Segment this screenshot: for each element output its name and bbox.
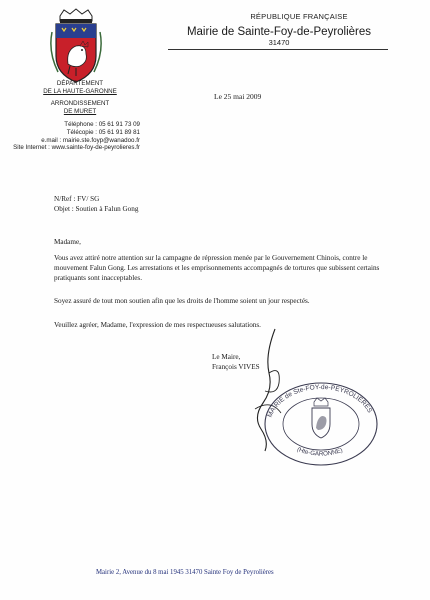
seal-bottom-text: (Hte-GARONNE) [295, 445, 344, 458]
seal-crest-icon [312, 398, 330, 438]
paragraph-2: Soyez assuré de tout mon soutien afin que les droits de l'homme soient un jour respectés. [54, 297, 310, 305]
postal-code [150, 38, 408, 47]
subject: Objet : Soutien à Falun Gong [54, 205, 139, 213]
footer-address: Mairie 2, Avenue du 8 mai 1945 31470 Sainte Foy de Peyrolières [96, 569, 274, 576]
letter-date: Le 25 mai 2009 [214, 92, 262, 101]
fax: Télécopie : 05 61 91 89 81 [66, 128, 140, 136]
paragraph-1: Vous avez attiré notre attention sur la campagne de répression menée par le Gouvernement Chinois, contre le mouvement Falun Gong. Les arrestations et les emprisonnements accompagnés de tortures que subissent certains pratiquants sont inacceptables. [54, 254, 380, 282]
email: e.mail : mairie.ste.foyp@wanadoo.fr [41, 136, 140, 144]
signatory-title: Le Maire, [212, 353, 241, 361]
salutation: Madame, [54, 238, 81, 246]
sender-info [10, 80, 150, 152]
reference: N/Ref : FV/ SG [54, 195, 100, 203]
republique-label: RÉPUBLIQUE FRANÇAISE [250, 12, 348, 21]
telephone: Téléphone : 05 61 91 73 09 [64, 121, 140, 129]
official-seal [262, 380, 380, 468]
departement-line1: DÉPARTEMENT [56, 80, 104, 87]
mairie-name: Mairie de Sainte-Foy-de-Peyrolières [186, 26, 372, 38]
arrondissement-line2: DE MURET [63, 107, 97, 115]
header-rule [168, 49, 388, 50]
paragraph-3: Veuillez agréer, Madame, l'expression de mes respectueuses salutations. [54, 321, 261, 329]
departement-line2: DE LA HAUTE-GARONNE [43, 87, 117, 95]
letterhead [150, 12, 408, 47]
seal-top-text: MAIRIE de Ste-FOY-de-PEYROLIÈRES [266, 383, 374, 419]
coat-of-arms-icon [48, 8, 104, 84]
postal-code-text: 31470 [268, 38, 290, 47]
website: Site Internet : www.sainte-foy-de-peyrolieres.fr [13, 144, 140, 152]
arrondissement-line1: ARRONDISSEMENT [50, 100, 110, 108]
signatory-name: François VIVES [212, 363, 260, 371]
